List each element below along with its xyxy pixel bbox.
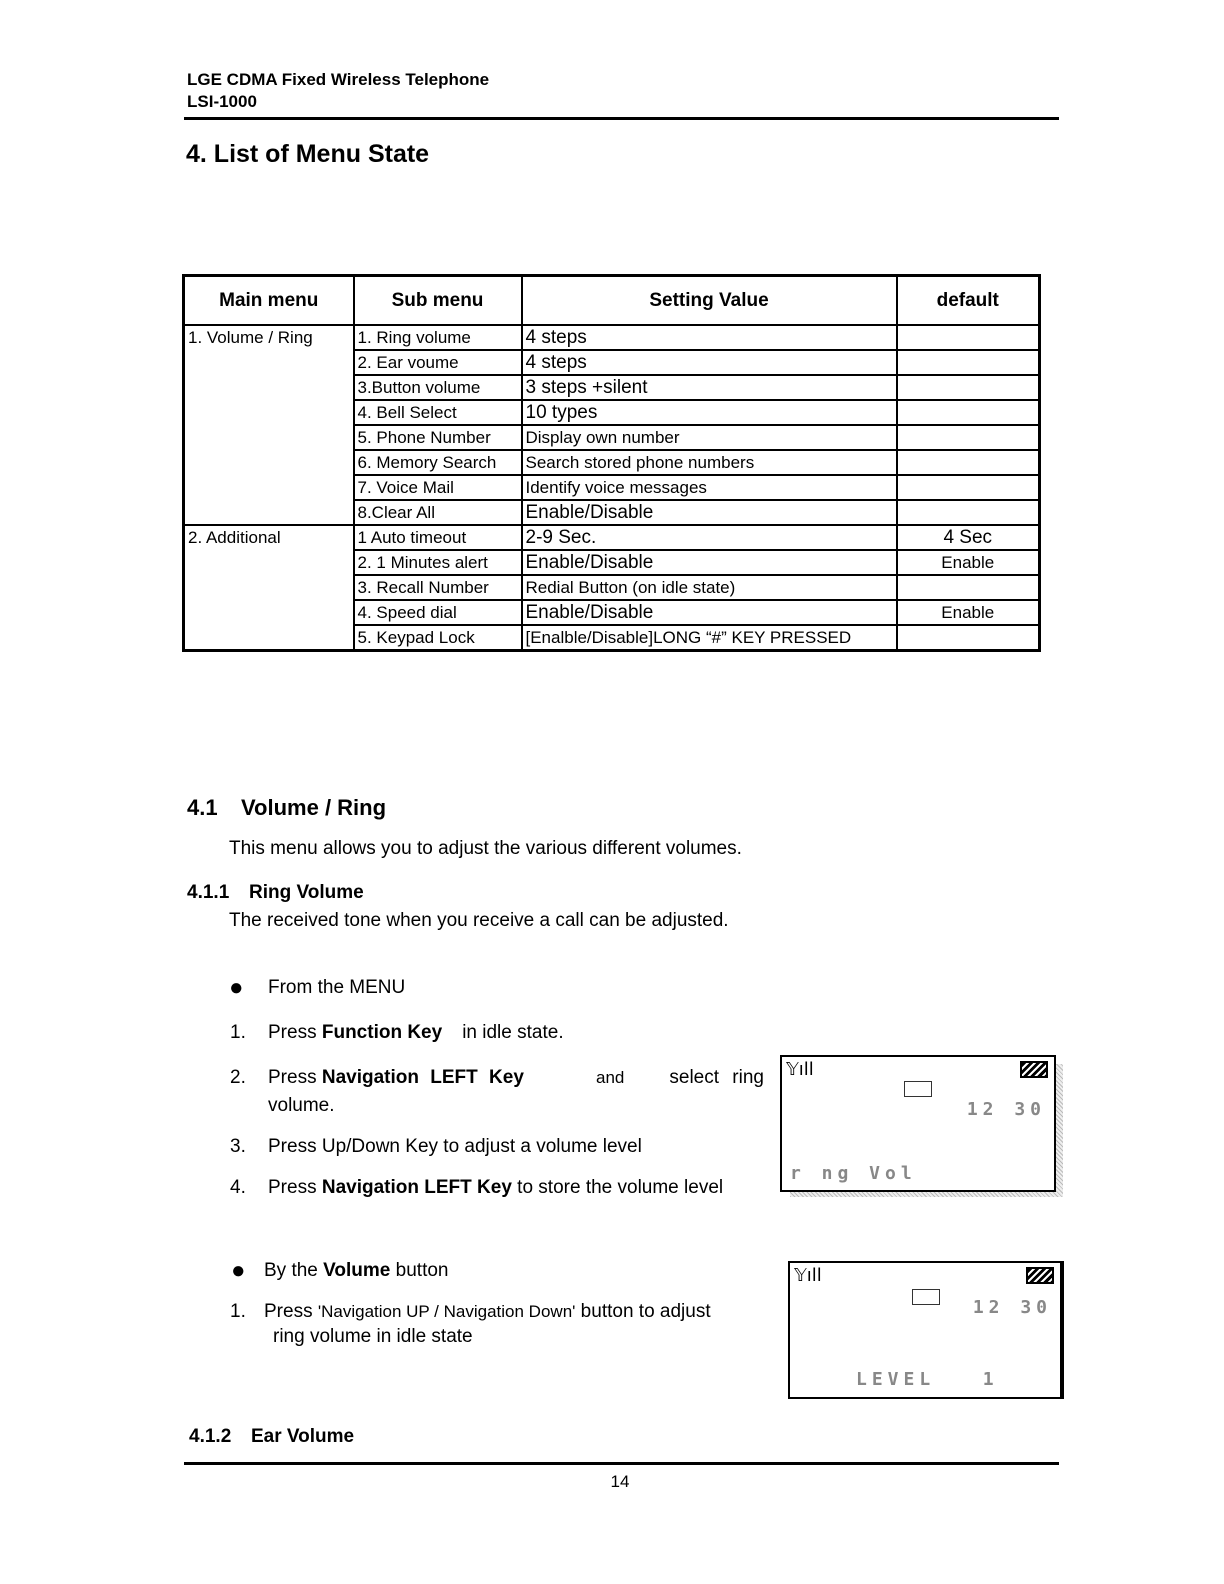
default-cell xyxy=(897,350,1040,375)
setting-value-cell: 4 steps xyxy=(522,350,897,375)
lcd-menu-text: r ng Vol xyxy=(790,1163,917,1184)
bullet-text: button xyxy=(390,1260,449,1281)
default-cell xyxy=(897,450,1040,475)
lcd-screen-ring-volume xyxy=(780,1055,1056,1192)
section-4-1-1-heading xyxy=(187,882,364,904)
signal-icon: 𝕐ıll xyxy=(786,1059,814,1080)
setting-value-cell: [Enalble/Disable]LONG “#” KEY PRESSED xyxy=(522,625,897,651)
step-key: Navigation LEFT Key xyxy=(321,1177,512,1198)
setting-value-cell: 3 steps +silent xyxy=(522,375,897,400)
section-4-1-heading xyxy=(187,795,386,821)
step-number: 1. xyxy=(230,1301,246,1322)
default-cell xyxy=(897,500,1040,525)
step-b1-continuation: ring volume in idle state xyxy=(273,1326,473,1347)
section-title: Ear Volume xyxy=(251,1426,355,1447)
setting-value-cell: 4 steps xyxy=(522,325,897,350)
envelope-icon xyxy=(912,1289,940,1305)
default-cell xyxy=(897,425,1040,450)
step-key: Navigation LEFT Key xyxy=(321,1067,524,1088)
sub-menu-cell: 8.Clear All xyxy=(354,500,522,525)
header-setting-value: Setting Value xyxy=(522,276,897,326)
step-text: in idle state. xyxy=(462,1022,564,1043)
default-cell: Enable xyxy=(897,600,1040,625)
menu-state-table xyxy=(182,274,1041,652)
lcd-time: 12 30 xyxy=(972,1297,1052,1318)
header-default: default xyxy=(897,276,1040,326)
section-4-1-2-heading xyxy=(189,1426,354,1448)
setting-value-cell: Display own number xyxy=(522,425,897,450)
step-2-text xyxy=(268,1067,764,1089)
section-4-1-intro: This menu allows you to adjust the various different volumes. xyxy=(229,838,742,859)
sub-menu-cell: 3.Button volume xyxy=(354,375,522,400)
bullet-volume-button xyxy=(264,1260,448,1282)
setting-value-cell: 2-9 Sec. xyxy=(522,525,897,550)
document-header-title: LGE CDMA Fixed Wireless Telephone xyxy=(187,70,490,89)
table-row xyxy=(184,525,1040,550)
default-cell xyxy=(897,375,1040,400)
step-2-continuation: volume. xyxy=(268,1095,335,1116)
setting-value-cell: Enable/Disable xyxy=(522,550,897,575)
envelope-icon xyxy=(904,1081,932,1097)
main-menu-additional: 2. Additional xyxy=(184,525,354,651)
lcd-time: 12 30 xyxy=(966,1099,1046,1120)
lcd-screen-level xyxy=(788,1261,1064,1399)
default-cell xyxy=(897,325,1040,350)
bullet-from-menu: From the MENU xyxy=(268,977,406,998)
step-number: 2. xyxy=(230,1067,246,1088)
setting-value-cell: Enable/Disable xyxy=(522,600,897,625)
signal-icon: 𝕐ıll xyxy=(794,1265,822,1286)
default-cell xyxy=(897,400,1040,425)
sub-menu-cell: 2. Ear voume xyxy=(354,350,522,375)
section-4-1-1-intro: The received tone when you receive a call can be adjusted. xyxy=(229,910,729,931)
bullet-icon: ● xyxy=(231,1257,246,1284)
sub-menu-cell: 6. Memory Search xyxy=(354,450,522,475)
sub-menu-cell: 1. Ring volume xyxy=(354,325,522,350)
step-text: Press xyxy=(264,1301,318,1322)
section-number: 4.1.2 xyxy=(189,1426,232,1447)
default-cell xyxy=(897,575,1040,600)
battery-icon xyxy=(1026,1267,1054,1284)
default-cell xyxy=(897,625,1040,651)
default-cell xyxy=(897,475,1040,500)
sub-menu-cell: 1 Auto timeout xyxy=(354,525,522,550)
setting-value-cell: Enable/Disable xyxy=(522,500,897,525)
sub-menu-cell: 4. Speed dial xyxy=(354,600,522,625)
step-number: 3. xyxy=(230,1136,246,1157)
bullet-icon: ● xyxy=(229,974,244,1001)
step-text: select ring xyxy=(669,1067,764,1088)
section-title: Ring Volume xyxy=(249,882,364,903)
section-number: 4.1 xyxy=(187,795,218,820)
bullet-text: By the xyxy=(264,1260,324,1281)
bullet-key: Volume xyxy=(323,1260,391,1281)
page-title: 4. List of Menu State xyxy=(186,140,430,168)
section-number: 4.1.1 xyxy=(187,882,230,903)
step-text: Press xyxy=(268,1177,322,1198)
header-main-menu: Main menu xyxy=(184,276,354,326)
table-header-row xyxy=(184,276,1040,326)
main-menu-volume-ring: 1. Volume / Ring xyxy=(184,325,354,525)
footer-rule xyxy=(184,1462,1059,1465)
sub-menu-cell: 3. Recall Number xyxy=(354,575,522,600)
sub-menu-cell: 5. Phone Number xyxy=(354,425,522,450)
step-1-text xyxy=(268,1022,564,1044)
setting-value-cell: Search stored phone numbers xyxy=(522,450,897,475)
step-text: to store the volume level xyxy=(511,1177,724,1198)
default-cell: Enable xyxy=(897,550,1040,575)
battery-icon xyxy=(1020,1061,1048,1078)
step-4-text xyxy=(268,1177,723,1199)
setting-value-cell: Redial Button (on idle state) xyxy=(522,575,897,600)
setting-value-cell: Identify voice messages xyxy=(522,475,897,500)
step-number: 4. xyxy=(230,1177,246,1198)
table-row xyxy=(184,325,1040,350)
step-3-text: Press Up/Down Key to adjust a volume level xyxy=(268,1136,642,1157)
step-text: and xyxy=(596,1068,625,1087)
setting-value-cell: 10 types xyxy=(522,400,897,425)
lcd-level-text: LEVEL 1 xyxy=(856,1369,999,1390)
step-key: 'Navigation UP / Navigation Down' xyxy=(317,1302,576,1321)
sub-menu-cell: 5. Keypad Lock xyxy=(354,625,522,651)
step-text: button to adjust xyxy=(575,1301,711,1322)
page-number: 14 xyxy=(610,1472,630,1491)
sub-menu-cell: 2. 1 Minutes alert xyxy=(354,550,522,575)
step-b1-text xyxy=(264,1301,770,1323)
default-cell: 4 Sec xyxy=(897,525,1040,550)
header-sub-menu: Sub menu xyxy=(354,276,522,326)
sub-menu-cell: 4. Bell Select xyxy=(354,400,522,425)
header-rule xyxy=(184,117,1059,120)
sub-menu-cell: 7. Voice Mail xyxy=(354,475,522,500)
step-text: Press xyxy=(268,1067,322,1088)
section-title: Volume / Ring xyxy=(241,795,387,820)
step-key: Function Key xyxy=(321,1022,443,1043)
step-number: 1. xyxy=(230,1022,246,1043)
document-header-model: LSI-1000 xyxy=(187,92,257,111)
step-text: Press xyxy=(268,1022,322,1043)
